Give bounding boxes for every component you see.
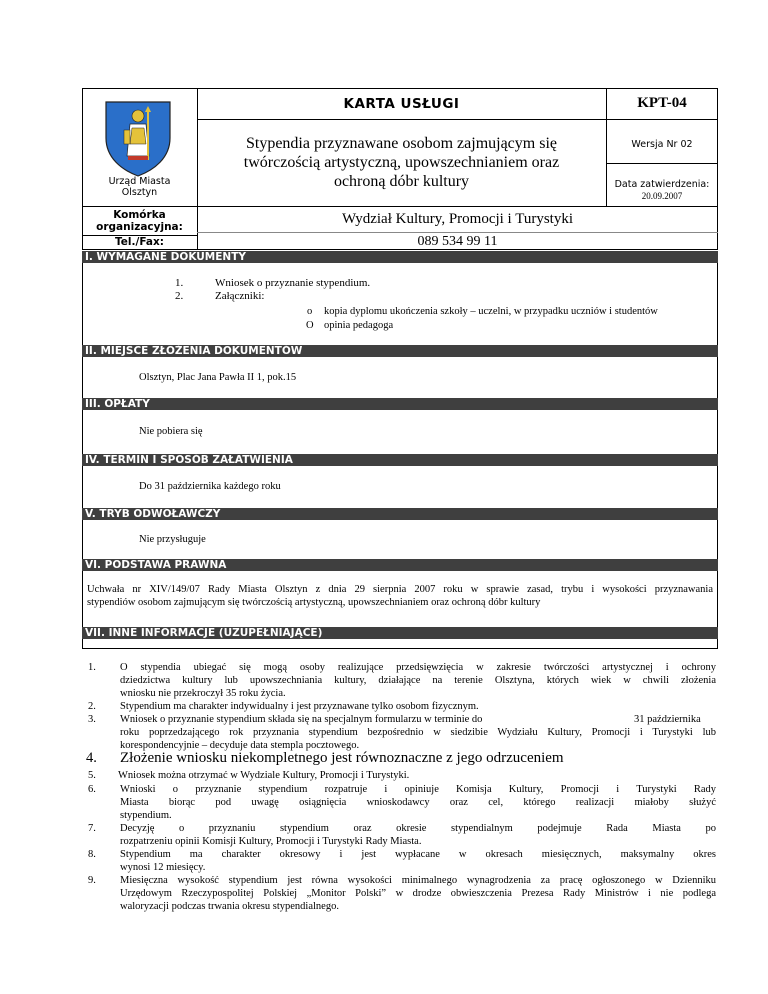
section-submission-place — [82, 357, 718, 398]
section-appeal-title: V. TRYB ODWOŁAWCZY — [82, 508, 718, 520]
section-deadline-title: IV. TERMIN I SPOSÓB ZAŁATWIENIA — [82, 454, 718, 466]
deadline-text: Do 31 października każdego roku — [139, 481, 281, 492]
fees-text: Nie pobiera się — [139, 426, 203, 437]
section-required-documents — [82, 263, 718, 345]
section-submission-place-title: II. MIEJSCE ZŁOŻENIA DOKUMENTÓW — [82, 345, 718, 357]
header-divider-unit — [82, 206, 718, 207]
list-item-num: 2. — [175, 290, 184, 302]
list-item-num: 1. — [175, 277, 184, 289]
card-code: KPT-04 — [637, 95, 687, 111]
phone-value: 089 534 99 11 — [417, 234, 498, 249]
approval-date: 20.09.2007 — [641, 191, 683, 201]
bullet-icon: O — [306, 320, 314, 331]
info-item-line: Urzędowym Rzeczypospolitej Polskiej „Monitor Polski” w drodze obwieszczenia Prezesa Rady Ministrów i nie podlega — [120, 888, 716, 899]
unit-label-line2: organizacyjna: — [96, 221, 183, 233]
section-appeal — [82, 520, 718, 559]
service-title-line1: Stypendia przyznawane osobom zajmującym się — [245, 135, 557, 152]
section-additional-info-title: VII. INNE INFORMACJE (UZUPEŁNIAJĄCE) — [82, 627, 718, 639]
unit-label — [82, 209, 197, 233]
info-item-num: 7. — [88, 823, 96, 834]
info-item-line: Wniosek o przyznanie stypendium składa się na specjalnym formularzu w terminie do — [120, 714, 483, 725]
version-label: Wersja Nr 02 — [631, 139, 693, 150]
info-item-line: korespondencyjnie – decyduje data stempla pocztowego. — [120, 740, 360, 751]
info-item-line: Miesięczna wysokość stypendium jest równa wysokości minimalnego wynagrodzenia za pracę ogłoszonego w Dzienniku — [120, 875, 716, 886]
olsztyn-coat-of-arms-icon — [102, 98, 174, 178]
section-legal-basis-title: VI. PODSTAWA PRAWNA — [82, 559, 718, 571]
info-item-line: dziedzictwa kultury lub upowszechniania kultury, działające na terenie Olsztyna, których wiek w chwili złożenia — [120, 675, 716, 686]
list-item: Załączniki: — [215, 290, 265, 302]
info-item-line: waloryzacji podczas trwania okresu stypendialnego. — [120, 901, 339, 912]
section-deadline — [82, 466, 718, 508]
info-item-line: Wnioski o przyznanie stypendium rozpatruje i opiniuje Komisja Kultury, Promocji i Turystyki Rady — [120, 784, 716, 795]
section-required-documents-title: I. WYMAGANE DOKUMENTY — [82, 251, 718, 263]
header-divider-tel — [197, 232, 718, 233]
info-item-line: 31 października — [634, 714, 701, 725]
header-divider-title — [197, 119, 718, 120]
info-item-num: 6. — [88, 784, 96, 795]
info-item-num: 8. — [88, 849, 96, 860]
unit-label-line1: Komórka — [113, 209, 166, 221]
office-name — [82, 176, 197, 198]
section-additional-info — [82, 639, 718, 649]
header-divider-version — [606, 163, 718, 164]
info-item-line: stypendium. — [120, 810, 172, 821]
list-item: Wniosek o przyznanie stypendium. — [215, 277, 371, 289]
info-item-line: Stypendium ma charakter indywidualny i jest przyznawane tylko osobom fizycznym. — [120, 701, 479, 712]
approval-label: Data zatwierdzenia: — [614, 179, 710, 190]
appeal-text: Nie przysługuje — [139, 534, 206, 545]
card-title: KARTA USŁUGI — [343, 96, 460, 112]
section-fees-title: III. OPŁATY — [82, 398, 718, 410]
info-item-line: Wniosek można otrzymać w Wydziale Kultury, Promocji i Turystyki. — [118, 770, 410, 781]
list-subitem: kopia dyplomu ukończenia szkoły – uczelni, w przypadku uczniów i studentów — [324, 306, 658, 317]
service-title — [197, 134, 606, 191]
info-item-line: Stypendium ma charakter okresowy i jest wypłacane w okresach miesięcznych, maksymalny okres — [120, 849, 716, 860]
submission-address: Olsztyn, Plac Jana Pawła II 1, pok.15 — [139, 372, 297, 383]
info-item-num: 9. — [88, 875, 96, 886]
info-item-num: 3. — [88, 714, 96, 725]
info-item-line: rozpatrzeniu opinii Komisji Kultury, Promocji i Turystyki Rady Miasta. — [120, 836, 422, 847]
phone-label: Tel./Fax: — [115, 236, 164, 248]
info-item-num: 5. — [88, 770, 96, 781]
info-item-line: Złożenie wniosku niekompletnego jest równoznaczne z jego odrzuceniem — [120, 750, 564, 766]
office-name-line2: Olsztyn — [121, 187, 158, 198]
unit-value: Wydział Kultury, Promocji i Turystyki — [341, 211, 574, 227]
bullet-icon: o — [307, 306, 313, 317]
info-item-line: Miasta biorąc pod uwagę osiągnięcia wnioskodawcy oraz cel, którego realizacji miałoby służyć — [120, 797, 716, 808]
info-item-line: wniosku nie przekroczył 35 roku życia. — [120, 688, 286, 699]
info-item-line: Decyzję o przyznaniu stypendium oraz okresie stypendialnym podejmuje Rada Miasta po — [120, 823, 716, 834]
section-fees — [82, 410, 718, 454]
office-name-line1: Urząd Miasta — [108, 176, 171, 187]
section-legal-basis — [82, 571, 718, 627]
legal-basis-line1: Uchwała nr XIV/149/07 Rady Miasta Olsztyn z dnia 29 sierpnia 2007 roku w sprawie zasad, trybu i wysokości przyznawania — [87, 584, 713, 595]
info-item-line: O stypendia ubiegać się mogą osoby realizujące przedsięwzięcia w zakresie twórczości artystycznej i ochrony — [120, 662, 716, 673]
list-subitem: opinia pedagoga — [324, 320, 394, 331]
info-item-num: 1. — [88, 662, 96, 673]
legal-basis-line2: stypendiów osobom zajmującym się twórczością artystyczną, upowszechnianiem oraz ochroną dóbr kultury — [87, 597, 541, 608]
service-title-line2: twórczością artystyczną, upowszechnianiem oraz — [243, 154, 560, 171]
info-item-num: 2. — [88, 701, 96, 712]
info-item-line: wynosi 12 miesięcy. — [120, 862, 206, 873]
info-item-line: roku poprzedzającego rok przyznania stypendium bezpośrednio w siedzibie Wydziału Kultury, Promocji i Turystyki lub — [120, 727, 716, 738]
service-title-line3: ochroną dóbr kultury — [333, 173, 470, 190]
info-item-num: 4. — [86, 750, 97, 766]
